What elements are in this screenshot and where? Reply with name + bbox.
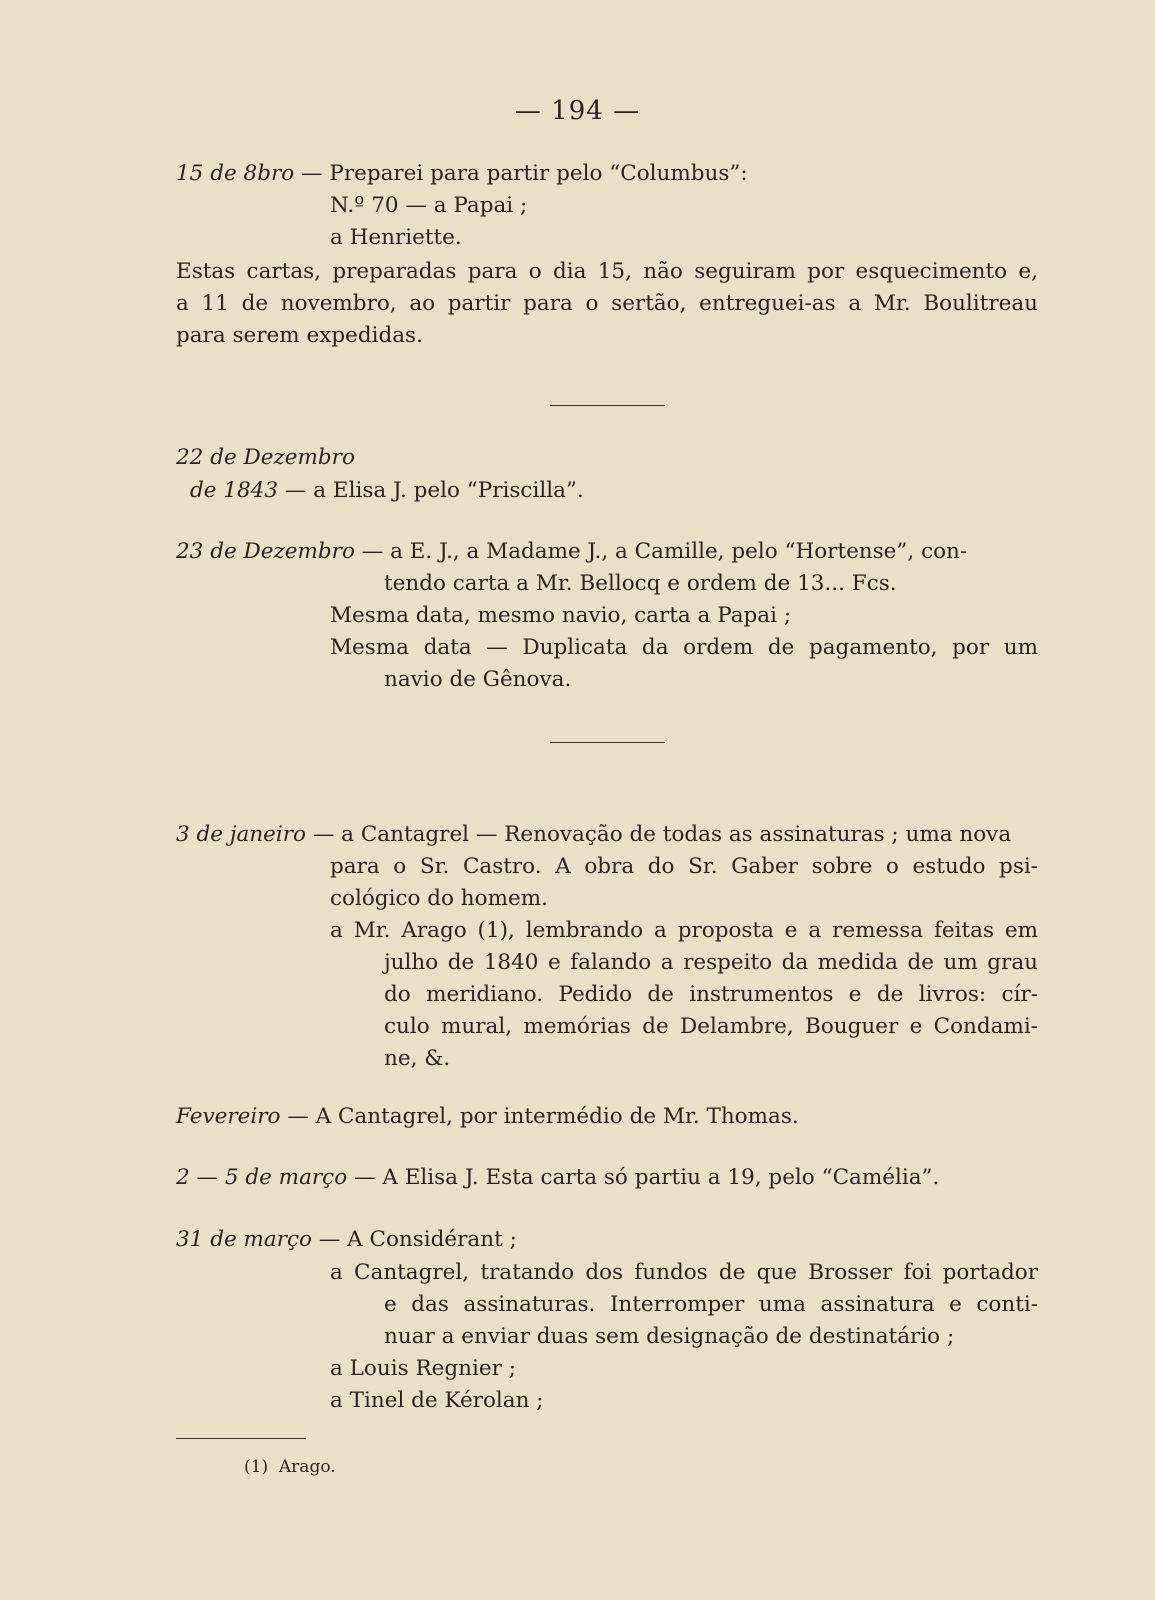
entry-5-line: Fevereiro — A Cantagrel, por intermédio de Mr. Thomas. xyxy=(176,1104,799,1129)
entry-3-line-5: navio de Gênova. xyxy=(384,667,572,692)
entry-4-date: 3 de janeiro xyxy=(176,822,306,847)
entry-6-date: 2 — 5 de março xyxy=(176,1165,348,1190)
entry-1-line-1: 15 de 8bro — Preparei para partir pelo “Columbus”: xyxy=(176,161,748,186)
entry-1-para-line-2: a 11 de novembro, ao partir para o sertão, entreguei-as a Mr. Boulitreau xyxy=(176,291,1038,316)
entry-1-line-2: N.º 70 — a Papai ; xyxy=(330,193,528,218)
footnote-marker: (1) xyxy=(244,1457,269,1477)
entry-1-para-line-1: Estas cartas, preparadas para o dia 15, não seguiram por esquecimento e, xyxy=(176,259,1038,284)
entry-2-date-line-1: 22 de Dezembro xyxy=(176,445,355,470)
entry-3-date: 23 de Dezembro xyxy=(176,539,355,564)
entry-3-line-4: Mesma data — Duplicata da ordem de pagamento, por um xyxy=(330,635,1038,660)
entry-3-line-2: tendo carta a Mr. Bellocq e ordem de 13... Fcs. xyxy=(384,571,897,596)
entry-4-line-2: para o Sr. Castro. A obra do Sr. Gaber sobre o estudo psi- xyxy=(330,854,1038,879)
entry-4-text: a Cantagrel — Renovação de todas as assinaturas ; uma nova xyxy=(341,822,1012,847)
entry-7-line-2: a Cantagrel, tratando dos fundos de que Brosser foi portador xyxy=(330,1260,1038,1285)
entry-7-text: A Considérant ; xyxy=(347,1227,517,1252)
entry-2-date: de 1843 xyxy=(190,478,279,503)
section-divider xyxy=(550,742,665,743)
entry-5-date: Fevereiro xyxy=(176,1104,281,1129)
entry-4-line-8: ne, &. xyxy=(384,1046,451,1071)
entry-1-text: Preparei para partir pelo “Columbus”: xyxy=(329,161,748,186)
footnote-text: Arago. xyxy=(278,1457,336,1477)
entry-4-line-7: culo mural, memórias de Delambre, Bouguer e Condami- xyxy=(384,1014,1038,1039)
entry-7-line-5: a Louis Regnier ; xyxy=(330,1356,516,1381)
entry-2-text: a Elisa J. pelo “Priscilla”. xyxy=(313,478,584,503)
entry-7-date: 31 de março xyxy=(176,1227,312,1252)
entry-3-line-1: 23 de Dezembro — a E. J., a Madame J., a Camille, pelo “Hortense”, con- xyxy=(176,539,968,564)
entry-6-line: 2 — 5 de março — A Elisa J. Esta carta só partiu a 19, pelo “Camélia”. xyxy=(176,1165,940,1190)
entry-1-date: 15 de 8bro xyxy=(176,161,295,186)
entry-2-line: de 1843 — a Elisa J. pelo “Priscilla”. xyxy=(190,478,584,503)
entry-1-para-line-3: para serem expedidas. xyxy=(176,323,423,348)
entry-4-line-6: do meridiano. Pedido de instrumentos e de livros: cír- xyxy=(384,982,1038,1007)
entry-3-line-3: Mesma data, mesmo navio, carta a Papai ; xyxy=(330,603,792,628)
entry-4-line-4: a Mr. Arago (1), lembrando a proposta e a remessa feitas em xyxy=(330,918,1038,943)
page-number: — 194 — xyxy=(514,96,641,126)
entry-4-line-5: julho de 1840 e falando a respeito da medida de um grau xyxy=(384,950,1038,975)
entry-4-line-1: 3 de janeiro — a Cantagrel — Renovação de todas as assinaturas ; uma nova xyxy=(176,822,1012,847)
section-divider xyxy=(550,405,665,406)
entry-3-text: a E. J., a Madame J., a Camille, pelo “Hortense”, con- xyxy=(390,539,968,564)
entry-7-line-1: 31 de março — A Considérant ; xyxy=(176,1227,517,1252)
entry-1-line-3: a Henriette. xyxy=(330,225,462,250)
entry-7-line-4: nuar a enviar duas sem designação de destinatário ; xyxy=(384,1324,955,1349)
entry-4-line-3: cológico do homem. xyxy=(330,886,548,911)
entry-5-text: A Cantagrel, por intermédio de Mr. Thomas. xyxy=(315,1104,799,1129)
footnote-rule xyxy=(176,1438,306,1439)
footnote xyxy=(244,1456,336,1478)
entry-7-line-3: e das assinaturas. Interromper uma assinatura e conti- xyxy=(384,1292,1038,1317)
entry-6-text: A Elisa J. Esta carta só partiu a 19, pelo “Camélia”. xyxy=(382,1165,940,1190)
entry-7-line-6: a Tinel de Kérolan ; xyxy=(330,1388,544,1413)
